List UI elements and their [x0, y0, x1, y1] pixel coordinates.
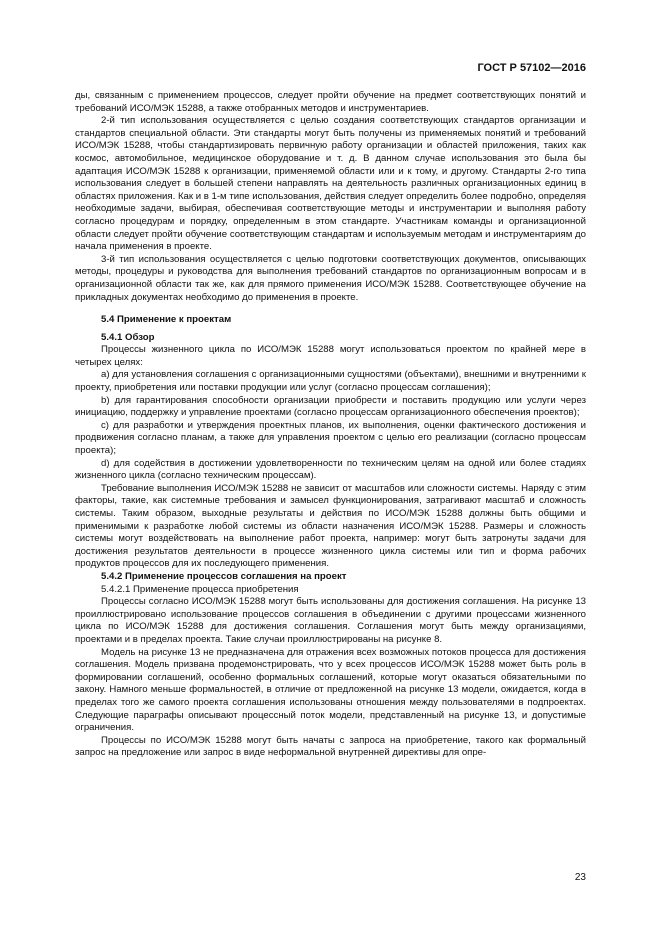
paragraph: ды, связанным с применением процессов, следует пройти обучение на предмет соответствующих понятий и требований ИСО/МЭК 15288, а также отобранных методов и инструментариев.	[75, 90, 586, 114]
paragraph: 3-й тип использования осуществляется с целью подготовки соответствующих документов, описывающих методы, процедуры и руководства для выполнения требований стандартов по организационным вопросам и в организационной области так же, как для прямого применения ИСО/МЭК 15288. Соответствующее обучение на прикладных документах необходимо до применения в проекте.	[75, 253, 586, 303]
document-code: ГОСТ Р 57102—2016	[477, 62, 586, 74]
document-body	[75, 90, 586, 760]
paragraph: 2-й тип использования осуществляется с целью создания соответствующих стандартов организации и стандартов специальной области. Эти стандарты могут быть получены из применяемых понятий и требований ИСО/МЭК 15288, чтобы стандартизировать первичную работу организации и областей приложения, таких как космос, автомобильное, медицинское оборудование и т. д. В данном случае использования это была бы адаптация ИСО/МЭК 15288 к организации, применяемой области или и к тому, и другому. Стандарты 2-го типа использования следует в большей степени направлять на деятельность различных организационных единиц в областях приложения. Как и в 1-м типе использования, действия следует определить более подробно, определяя необходимые задачи, выбирая, обеспечивая соответствующие методы и инструментарии и выполняя работу согласно процедурам и порядку, определенным в этом стандарте. Участникам команды и организационной области следует пройти обучение соответствующим стандартам и используемым методам и инструментариям до начала применения в проекте.	[75, 115, 586, 253]
subsection-heading-5-4-1: 5.4.1 Обзор	[101, 331, 155, 343]
list-item-b: b) для гарантирования способности организации приобрести и поставить продукцию или услуги через инициацию, поддержку и управление проектами (согласно процессам организационного обеспечения проектов);	[75, 394, 586, 419]
list-item-d: d) для содействия в достижении удовлетворенности по техническим целям на одной или более стадиях жизненного цикла (согласно техническим процессам).	[75, 457, 586, 482]
subsubsection-heading-5-4-2-1: 5.4.2.1 Применение процесса приобретения	[101, 583, 299, 595]
page-number: 23	[574, 872, 586, 883]
paragraph: Процессы согласно ИСО/МЭК 15288 могут быть использованы для достижения соглашения. На рисунке 13 проиллюстрировано использование процессов соглашения в объединении с другими процессами жизненного цикла по ИСО/МЭК 15288 для достижения соглашения. Соглашения могут быть между организациями, проектами и в пределах проекта. Такие случаи проиллюстрированы на рисунке 8.	[75, 596, 586, 645]
list-item-a: a) для установления соглашения с организационными сущностями (объектами), внешними и внутренними к проекту, приобретения или поставки продукции или услуг (согласно процессам соглашения);	[75, 369, 586, 394]
paragraph: Требование выполнения ИСО/МЭК 15288 не зависит от масштабов или сложности системы. Наряду с этим факторы, такие, как системные требования и замысел функционирования, затрагивают масштаб и сложность системы. Таким образом, выходные результаты и действия по ИСО/МЭК 15288 должны быть общими и применимыми к разработке любой системы из области назначения ИСО/МЭК 15288. Размеры и сложность системы могут воздействовать на выполнение работ проекта, например: могут быть затронуты задачи для достижения результатов деятельности в процессе жизненного цикла системы или тип и форма рабочих продуктов процессов для их последующего применения.	[75, 482, 586, 570]
list-item-c: c) для разработки и утверждения проектных планов, их выполнения, оценки фактического достижения и продвижения согласно планам, а также для управления проектом с целью его реализации (согласно процессам проекта);	[75, 419, 586, 457]
section-heading-5-4: 5.4 Применение к проектам	[101, 314, 232, 326]
paragraph: Процессы жизненного цикла по ИСО/МЭК 15288 могут использоваться проектом по крайней мере в четырех целях:	[75, 344, 586, 368]
subsection-heading-5-4-2: 5.4.2 Применение процессов соглашения на проект	[101, 570, 347, 582]
paragraph: Процессы по ИСО/МЭК 15288 могут быть начаты с запроса на приобретение, такого как формальный запрос на предложение или запрос в виде неформальной внутренней директивы для опре-	[75, 734, 586, 759]
paragraph: Модель на рисунке 13 не предназначена для отражения всех возможных потоков процесса для достижения соглашения. Модель призвана продемонстрировать, что у всех процессов ИСО/МЭК 15288 может быть роль в формировании соглашений, особенно формальных соглашений, которые могут оказаться обязательными по закону. Намного меньше формальностей, в отличие от предложенной на рисунке 13 модели, ожидается, когда в пределах того же самого проекта соглашения использованы отношения между пользователями в подпроектах. Следующие параграфы описывают процессный поток модели, представленный на рисунке 13, и допустимые ограничения.	[75, 646, 586, 734]
